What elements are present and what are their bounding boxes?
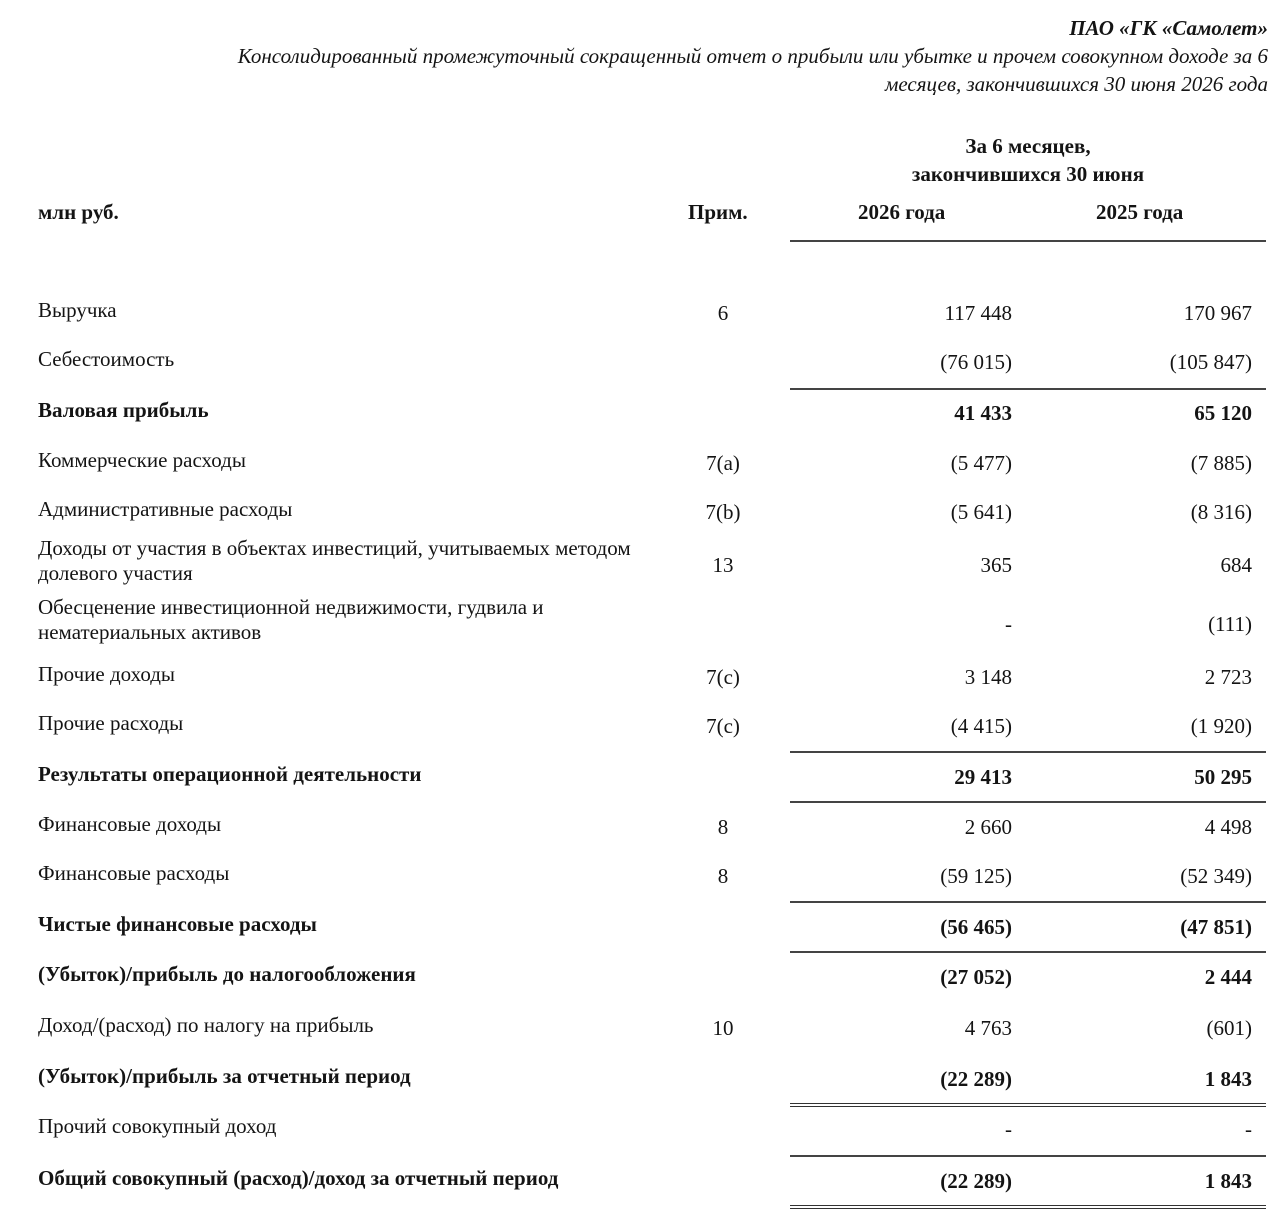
row-value-previous: (8 316) [1190,500,1252,524]
row-value-previous: (7 885) [1190,451,1252,475]
period-header-line-2: закончившихся 30 июня [911,162,1145,186]
row-value-previous: 170 967 [1183,301,1252,325]
row-value-previous: 2 444 [1204,965,1252,989]
row-value-previous: (1 920) [1190,714,1252,738]
row-value-previous: 4 498 [1204,815,1252,839]
row-note: 7(b) [705,500,741,524]
subtotal-rule [790,951,1266,953]
row-value-current: 3 148 [964,665,1012,689]
row-value-current: (59 125) [940,864,1012,888]
row-note: 7(a) [706,451,740,475]
row-note: 7(c) [706,665,740,689]
row-note: 10 [712,1016,734,1040]
subtotal-rule [790,1155,1266,1157]
row-label: Обесценение инвестиционной недвижимости, гудвила и нематериальных активов [38,595,544,644]
row-note: 6 [717,301,729,325]
header-rule [790,240,1266,242]
row-value-previous: 65 120 [1194,401,1252,425]
row-value-previous: (111) [1208,612,1252,636]
row-value-current: (5 641) [950,500,1012,524]
row-value-previous: 1 843 [1204,1169,1252,1193]
period-header [788,132,1268,188]
statement-title-line-2: месяцев, закончившихся 30 июня 2026 года [884,72,1268,96]
row-label: Административные расходы [38,497,293,521]
row-value-previous: 684 [1220,553,1252,577]
row-value-previous: 1 843 [1204,1067,1252,1091]
row-value-current: (56 465) [940,915,1012,939]
subtotal-rule [790,1103,1266,1109]
row-label: Финансовые расходы [38,861,230,885]
row-label: Себестоимость [38,347,175,371]
row-value-current: (22 289) [940,1169,1012,1193]
row-label: (Убыток)/прибыль за отчетный период [38,1064,411,1088]
row-label: Прочий совокупный доход [38,1114,277,1138]
row-value-previous: (601) [1206,1016,1252,1040]
row-value-current: (4 415) [950,714,1012,738]
row-value-previous: (52 349) [1180,864,1252,888]
row-label: Чистые финансовые расходы [38,912,317,936]
row-label: Финансовые доходы [38,812,222,836]
row-value-current: 365 [980,553,1012,577]
note-column-header: Прим. [688,200,748,224]
row-value-current: (76 015) [940,350,1012,374]
period-header-line-1: За 6 месяцев, [965,134,1091,158]
row-value-previous: 2 723 [1204,665,1252,689]
row-value-current: (5 477) [950,451,1012,475]
row-label: Выручка [38,298,117,322]
row-value-current: 2 660 [964,815,1012,839]
row-value-current: 41 433 [954,401,1012,425]
row-label: Прочие расходы [38,711,184,735]
row-note: 7(c) [706,714,740,738]
subtotal-rule [790,1205,1266,1211]
subtotal-rule [790,388,1266,390]
row-value-current: - [1005,612,1012,636]
row-label: Доход/(расход) по налогу на прибыль [38,1013,374,1037]
units-label: млн руб. [38,200,119,224]
previous-year-column-header: 2025 года [1096,200,1184,224]
document-header [48,14,1268,98]
row-value-current: 4 763 [964,1016,1012,1040]
row-note: 8 [717,864,729,888]
row-value-previous: - [1245,1117,1252,1141]
row-value-previous: (47 851) [1180,915,1252,939]
row-value-previous: 50 295 [1194,765,1252,789]
row-note: 13 [712,553,734,577]
subtotal-rule [790,751,1266,753]
row-value-current: (27 052) [940,965,1012,989]
row-value-current: (22 289) [940,1067,1012,1091]
row-label: Доходы от участия в объектах инвестиций, учитываемых методом долевого участия [38,536,631,585]
row-label: Валовая прибыль [38,398,209,422]
subtotal-rule [790,801,1266,803]
row-label: Прочие доходы [38,662,176,686]
subtotal-rule [790,901,1266,903]
row-label: Коммерческие расходы [38,448,246,472]
row-value-current: 117 448 [944,301,1012,325]
statement-title-line-1: Консолидированный промежуточный сокращенный отчет о прибыли или убытке и прочем совокупном доходе за 6 [237,44,1268,68]
row-value-current: - [1005,1117,1012,1141]
row-value-previous: (105 847) [1169,350,1252,374]
row-label: Результаты операционной деятельности [38,762,422,786]
row-label: (Убыток)/прибыль до налогообложения [38,962,416,986]
current-year-column-header: 2026 года [858,200,946,224]
row-label: Общий совокупный (расход)/доход за отчетный период [38,1166,559,1190]
row-note: 8 [717,815,729,839]
row-value-current: 29 413 [954,765,1012,789]
company-name: ПАО «ГК «Самолет» [1069,16,1268,40]
